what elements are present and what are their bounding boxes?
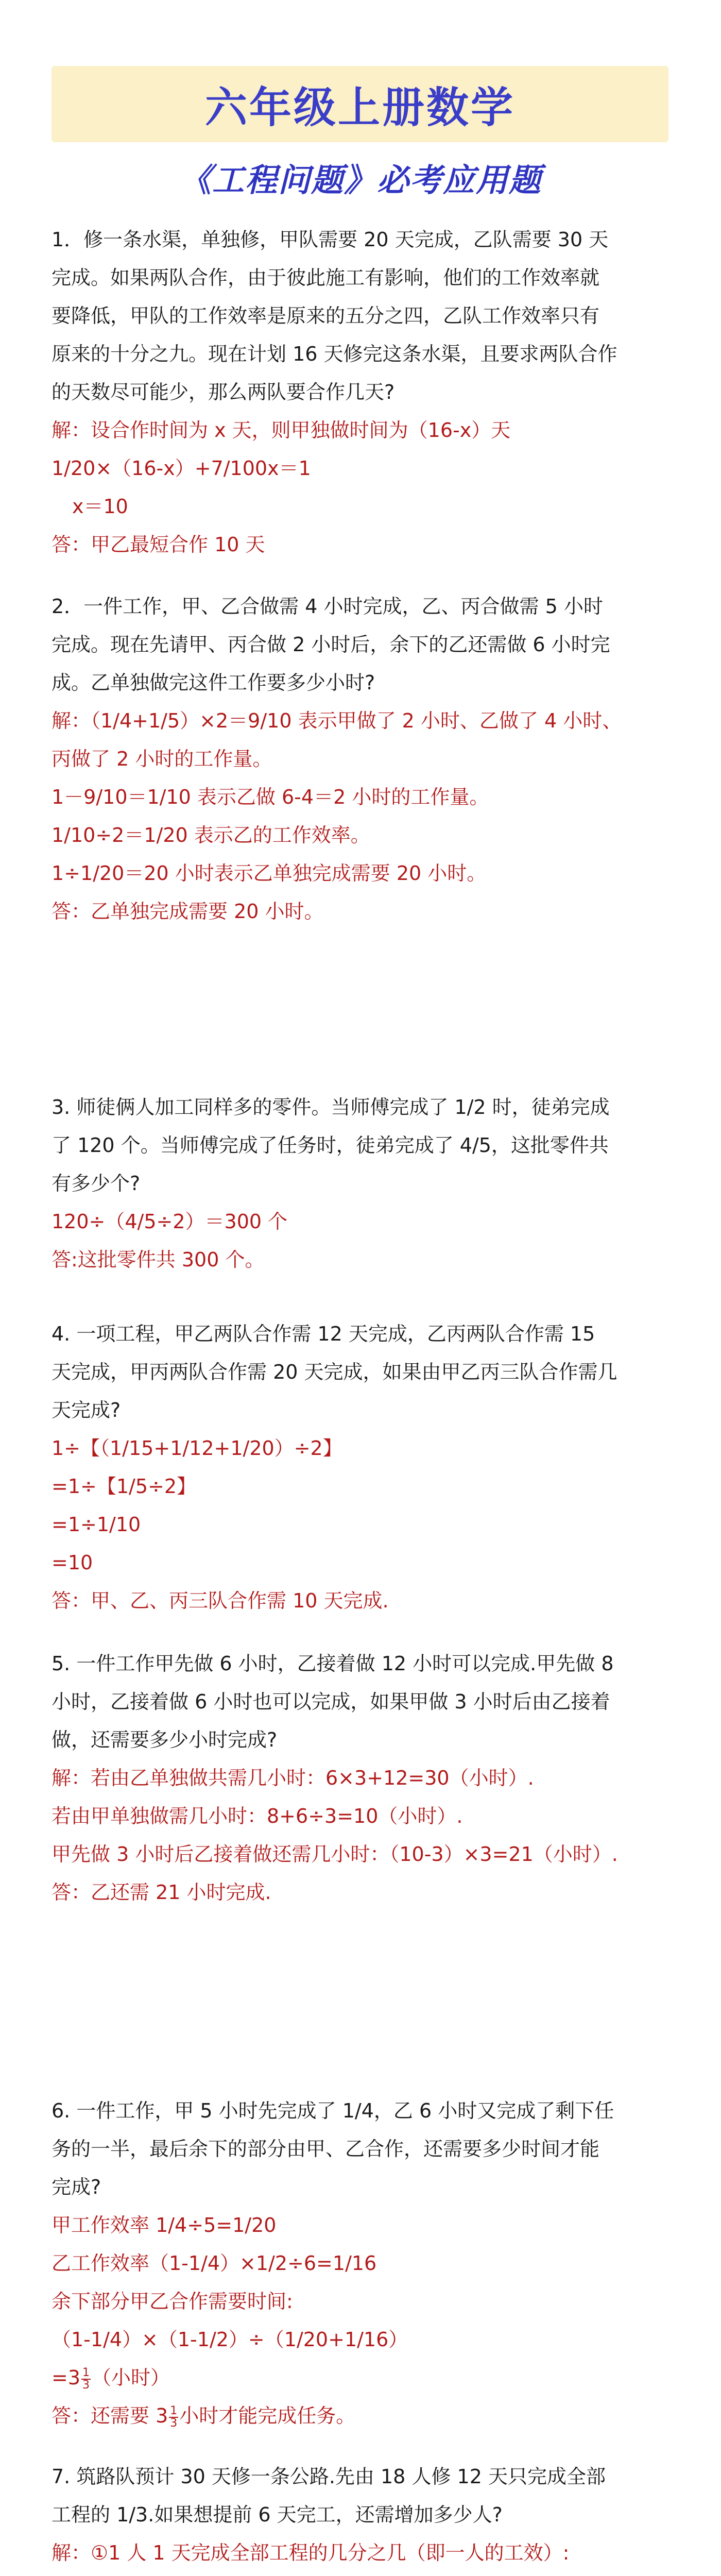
answer-line: 解：设合作时间为 x 天，则甲独做时间为（16-x）天 (52, 419, 511, 442)
answer-line: 120÷（4/5÷2）＝300 个 (52, 1210, 288, 1233)
question-line: 做，还需要多少小时完成? (52, 1728, 278, 1751)
question-line: 3. 师徒俩人加工同样多的零件。当师傅完成了 1/2 时，徒弟完成 (52, 1096, 610, 1118)
question-line: 1．修一条水渠，单独修，甲队需要 20 天完成，乙队需要 30 天 (52, 228, 609, 251)
answer-line: 1－9/10＝1/10 表示乙做 6-4＝2 小时的工作量。 (52, 786, 489, 808)
question-line: 完成。现在先请甲、丙合做 2 小时后，余下的乙还需做 6 小时完 (52, 633, 610, 656)
answer-line: =1÷【1/5÷2】 (52, 1475, 197, 1498)
page-title: 六年级上册数学 (204, 83, 515, 132)
title-banner (52, 66, 668, 142)
question-line: 了 120 个。当师傅完成了任务时，徒弟完成了 4/5，这批零件共 (52, 1134, 609, 1157)
problem-5 (52, 1645, 675, 1911)
question-line: 的天数尽可能少，那么两队要合作几天? (52, 381, 395, 403)
mixed-fraction (81, 2367, 91, 2391)
problem-2 (52, 587, 675, 930)
answer-line: =10 (52, 1551, 93, 1574)
question-line: 5. 一件工作甲先做 6 小时，乙接着做 12 小时可以完成.甲先做 8 (52, 1652, 614, 1675)
fraction-denominator: 3 (82, 2378, 90, 2392)
question-line: 成。乙单独做完这件工作要多少小时? (52, 671, 375, 694)
answer-line: x＝10 (72, 495, 128, 518)
answer-line: 1÷【（1/15+1/12+1/20）÷2】 (52, 1437, 342, 1460)
answer-line: （1-1/4）×（1-1/2）÷（1/20+1/16） (52, 2328, 408, 2351)
answer-line: 1/10÷2＝1/20 表示乙的工作效率。 (52, 824, 370, 846)
answer-line: 1/20×（16-x）+7/100x＝1 (52, 457, 311, 480)
answer-line: 余下部分甲乙合作需要时间: (52, 2290, 293, 2313)
question-line: 工程的 1/3.如果想提前 6 天完工，还需增加多少人? (52, 2503, 503, 2526)
question-line: 要降低，甲队的工作效率是原来的五分之四，乙队工作效率只有 (52, 304, 600, 327)
answer-line-mixed (52, 2359, 675, 2397)
page-subtitle: 《工程问题》必考应用题 (179, 161, 542, 199)
answer-line: 甲先做 3 小时后乙接着做还需几小时：（10-3）×3=21（小时）. (52, 1843, 618, 1866)
answer-line: 若由甲单独做需几小时：8+6÷3=10（小时）. (52, 1805, 463, 1827)
answer-line: 解：①1 人 1 天完成全部工程的几分之几（即一人的工效）: (52, 2541, 570, 2564)
answer-line: 甲工作效率 1/4÷5=1/20 (52, 2214, 277, 2236)
answer-line: 丙做了 2 小时的工作量。 (52, 748, 272, 770)
answer-text: 小时才能完成任务。 (179, 2404, 356, 2427)
answer-text: （小时） (92, 2366, 170, 2389)
problem-7 (52, 2458, 675, 2576)
problem-4 (52, 1315, 675, 1620)
question-line: 2．一件工作，甲、乙合做需 4 小时完成，乙、丙合做需 5 小时 (52, 595, 603, 618)
question-line: 6. 一件工作，甲 5 小时先完成了 1/4，乙 6 小时又完成了剩下任 (52, 2099, 614, 2122)
answer-line: 答：甲、乙、丙三队合作需 10 天完成. (52, 1589, 389, 1612)
answer-line: 解：（1/4+1/5）×2＝9/10 表示甲做了 2 小时、乙做了 4 小时、 (52, 709, 622, 732)
answer-line: 解：若由乙单独做共需几小时：6×3+12=30（小时）. (52, 1767, 534, 1789)
answer-line: 答：甲乙最短合作 10 天 (52, 533, 265, 556)
answer-line: =1÷1/10 (52, 1513, 141, 1536)
answer-line: 答:这批零件共 300 个。 (52, 1248, 265, 1271)
question-line: 有多少个? (52, 1172, 141, 1195)
answer-line (52, 2572, 675, 2576)
answer-line: 1÷1/20＝20 小时表示乙单独完成需要 20 小时。 (52, 862, 487, 885)
answer-line-mixed (52, 2397, 675, 2435)
answer-line: 乙工作效率（1-1/4）×1/2÷6=1/16 (52, 2252, 377, 2275)
question-line: 小时，乙接着做 6 小时也可以完成，如果甲做 3 小时后由乙接着 (52, 1690, 610, 1713)
fraction-numerator: 1 (82, 2366, 90, 2379)
problem-6 (52, 2092, 675, 2435)
fraction-numerator: 1 (170, 2404, 178, 2417)
question-line: 天完成? (52, 1399, 121, 1421)
fraction-denominator: 3 (170, 2416, 178, 2430)
answer-line: 答：乙单独完成需要 20 小时。 (52, 900, 324, 923)
answer-line: 答：乙还需 21 小时完成. (52, 1881, 271, 1904)
question-line: 7. 筑路队预计 30 天修一条公路.先由 18 人修 12 天只完成全部 (52, 2465, 606, 2488)
question-line: 务的一半，最后余下的部分由甲、乙合作，还需要多少时间才能 (52, 2138, 600, 2160)
question-line: 4. 一项工程，甲乙两队合作需 12 天完成，乙丙两队合作需 15 (52, 1323, 595, 1345)
problem-1 (52, 221, 675, 564)
answer-text: =3 (52, 2366, 81, 2389)
question-line: 完成? (52, 2176, 101, 2198)
problem-3 (52, 1088, 675, 1279)
answer-text: 答：还需要 3 (52, 2404, 168, 2427)
question-line: 天完成，甲丙两队合作需 20 天完成，如果由甲乙丙三队合作需几 (52, 1361, 617, 1383)
question-line: 完成。如果两队合作，由于彼此施工有影响，他们的工作效率就 (52, 266, 600, 289)
mixed-fraction (169, 2405, 178, 2429)
question-line: 原来的十分之九。现在计划 16 天修完这条水渠，且要求两队合作 (52, 343, 617, 365)
